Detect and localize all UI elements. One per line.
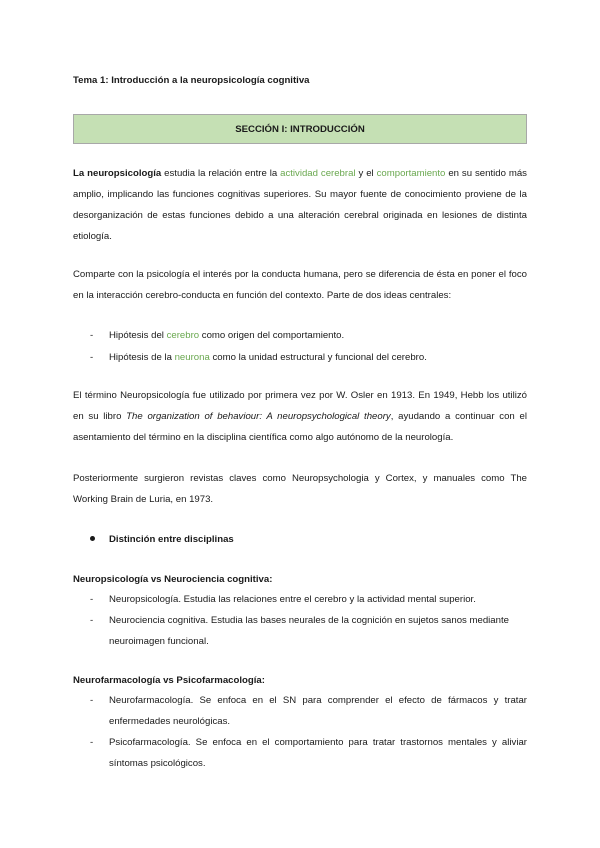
pharma-comparison-heading: Neurofarmacología vs Psicofarmacología: — [73, 675, 265, 686]
list-item-text: Neurofarmacología. Se enfoca en el SN para comprender el efecto de fármacos y tratar enfermedades neurológicas. — [109, 695, 527, 727]
bullet-heading — [90, 529, 234, 550]
intro-highlight-brain-activity: actividad cerebral — [280, 168, 356, 179]
intro-text-2: y el — [355, 168, 377, 179]
list-item — [90, 347, 527, 368]
neuro-comparison-heading: Neuropsicología vs Neurociencia cognitiva: — [73, 574, 273, 585]
document-title: Tema 1: Introducción a la neuropsicología cognitiva — [73, 75, 310, 86]
list-item — [90, 610, 527, 652]
dash-marker: - — [90, 737, 94, 748]
intro-highlight-behavior: comportamiento — [376, 168, 446, 179]
idea-highlight-brain: cerebro — [166, 330, 200, 341]
bullet-heading-text: Distinción entre disciplinas — [109, 534, 234, 545]
list-item — [90, 690, 527, 732]
list-item — [90, 325, 527, 346]
intro-text-3: en su sentido más amplio, implicando las funciones cognitivas superiores. Su mayor fuente de conocimiento proviene de la desorganización de estas funciones debido a una alteración cerebral originada en lesiones de distinta etiología. — [73, 168, 527, 242]
bullet-dot-icon — [90, 536, 95, 541]
list-item-text: Neuropsicología. Estudia las relaciones entre el cerebro y la actividad mental superior. — [109, 594, 476, 605]
idea-text-after: como la unidad estructural y funcional del cerebro. — [209, 352, 427, 363]
dash-marker: - — [90, 615, 94, 626]
dash-marker: - — [90, 330, 94, 341]
dash-marker: - — [90, 352, 94, 363]
history-text-2: , ayudando a continuar con el asentamiento del término en la disciplina científica como algo autónomo de la neurología. — [73, 411, 527, 443]
section-heading: SECCIÓN I: INTRODUCCIÓN — [235, 123, 365, 135]
idea-text-before: Hipótesis de la — [109, 352, 175, 363]
dash-marker: - — [90, 594, 94, 605]
section-heading-box — [73, 114, 527, 144]
compare-paragraph: Comparte con la psicología el interés por la conducta humana, pero se diferencia de ésta en poner el foco en la interacción cerebro-conducta en función del contexto. Parte de dos ideas centrales: — [73, 269, 527, 301]
history-paragraph — [73, 385, 527, 448]
idea-highlight-neuron: neurona — [174, 352, 210, 363]
list-item — [90, 732, 527, 774]
idea-text-before: Hipótesis del — [109, 330, 167, 341]
journals-paragraph: Posteriormente surgieron revistas claves como Neuropsychologia y Cortex, y manuales como The Working Brain de Luria, en 1973. — [73, 473, 527, 505]
intro-text-1: estudia la relación entre la — [161, 168, 281, 179]
history-text-1: El término Neuropsicología fue utilizado por primera vez por W. Osler en 1913. En 1949, Hebb los utilizó en su libro — [73, 390, 527, 422]
intro-bold-term: La neuropsicología — [73, 168, 162, 179]
dash-marker: - — [90, 695, 94, 706]
list-item-text: Psicofarmacología. Se enfoca en el comportamiento para tratar trastornos mentales y aliviar síntomas psicológicos. — [109, 737, 527, 769]
idea-text-after: como origen del comportamiento. — [199, 330, 345, 341]
history-book-title: The organization of behaviour: A neuropsychological theory — [126, 411, 391, 422]
intro-paragraph — [73, 163, 527, 247]
list-item-text: Neurociencia cognitiva. Estudia las bases neurales de la cognición en sujetos sanos mediante neuroimagen funcional. — [109, 615, 509, 647]
list-item — [90, 589, 527, 610]
